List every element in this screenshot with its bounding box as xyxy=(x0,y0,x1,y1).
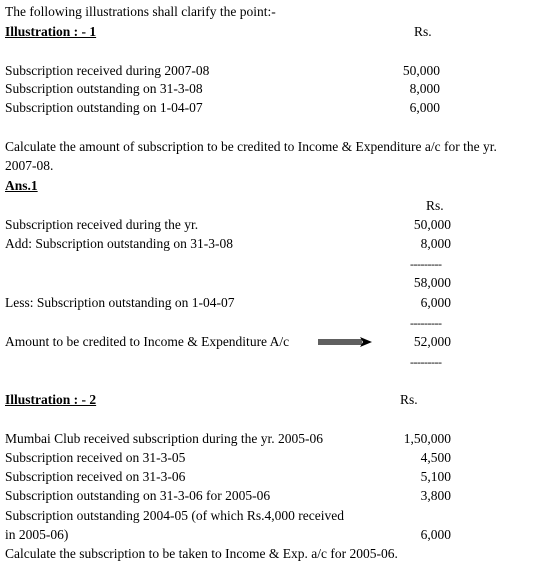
illustration-1-row-value: 50,000 xyxy=(402,63,440,78)
answer-1-result-label: Amount to be credited to Income & Expenditure A/c xyxy=(5,334,290,349)
illustration-2-row-value: 5,100 xyxy=(420,469,451,484)
answer-1-currency: Rs. xyxy=(426,198,444,213)
illustration-2-row-value: 4,500 xyxy=(420,450,451,465)
right-arrow-icon xyxy=(318,336,372,348)
illustration-2-row-label: Subscription outstanding on 31-3-06 for 2005-06 xyxy=(5,488,271,503)
answer-1-row-value: 8,000 xyxy=(420,236,451,251)
illustration-2-row-label: Subscription received on 31-3-05 xyxy=(5,450,186,465)
illustration-2-row-value: 3,800 xyxy=(420,488,451,503)
dash-separator: --------- xyxy=(410,316,442,330)
illustration-2-last-value: 6,000 xyxy=(420,527,451,542)
illustration-1-row-label: Subscription received during 2007-08 xyxy=(5,63,210,78)
illustration-1-row-label: Subscription outstanding on 31-3-08 xyxy=(5,81,203,96)
illustration-1-currency: Rs. xyxy=(414,24,432,39)
answer-1-result-value: 52,000 xyxy=(413,334,451,349)
illustration-2-row-label: Mumbai Club received subscription during the yr. 2005-06 xyxy=(5,431,323,446)
illustration-2-last-label-line-1: Subscription outstanding 2004-05 (of which Rs.4,000 received xyxy=(5,508,344,523)
illustration-2-last-label-line-2: in 2005-06) xyxy=(5,527,69,542)
intro-text: The following illustrations shall clarify the point:- xyxy=(5,4,276,19)
illustration-1-heading: Illustration : - 1 xyxy=(5,24,97,39)
illustration-2-row-label: Subscription received on 31-3-06 xyxy=(5,469,186,484)
illustration-1-question-line-1: Calculate the amount of subscription to be credited to Income & Expenditure a/c for the yr. xyxy=(5,139,497,154)
illustration-1-question-line-2: 2007-08. xyxy=(5,158,54,173)
answer-1-less-label: Less: Subscription outstanding on 1-04-07 xyxy=(5,295,235,310)
answer-1-row-label: Add: Subscription outstanding on 31-3-08 xyxy=(5,236,233,251)
illustration-2-row-value: 1,50,000 xyxy=(403,431,451,446)
answer-1-less-value: 6,000 xyxy=(420,295,451,310)
illustration-2-question: Calculate the subscription to be taken to Income & Exp. a/c for 2005-06. xyxy=(5,546,398,561)
illustration-2-currency: Rs. xyxy=(400,392,418,407)
answer-1-heading: Ans.1 xyxy=(5,178,38,193)
illustration-2-heading: Illustration : - 2 xyxy=(5,392,97,407)
dash-separator: --------- xyxy=(410,257,442,271)
illustration-1-row-value: 6,000 xyxy=(409,100,440,115)
answer-1-row-value: 50,000 xyxy=(413,217,451,232)
dash-separator: --------- xyxy=(410,355,442,369)
answer-1-row-label: Subscription received during the yr. xyxy=(5,217,199,232)
answer-1-subtotal: 58,000 xyxy=(413,275,451,290)
illustration-1-row-value: 8,000 xyxy=(409,81,440,96)
illustration-1-row-label: Subscription outstanding on 1-04-07 xyxy=(5,100,203,115)
